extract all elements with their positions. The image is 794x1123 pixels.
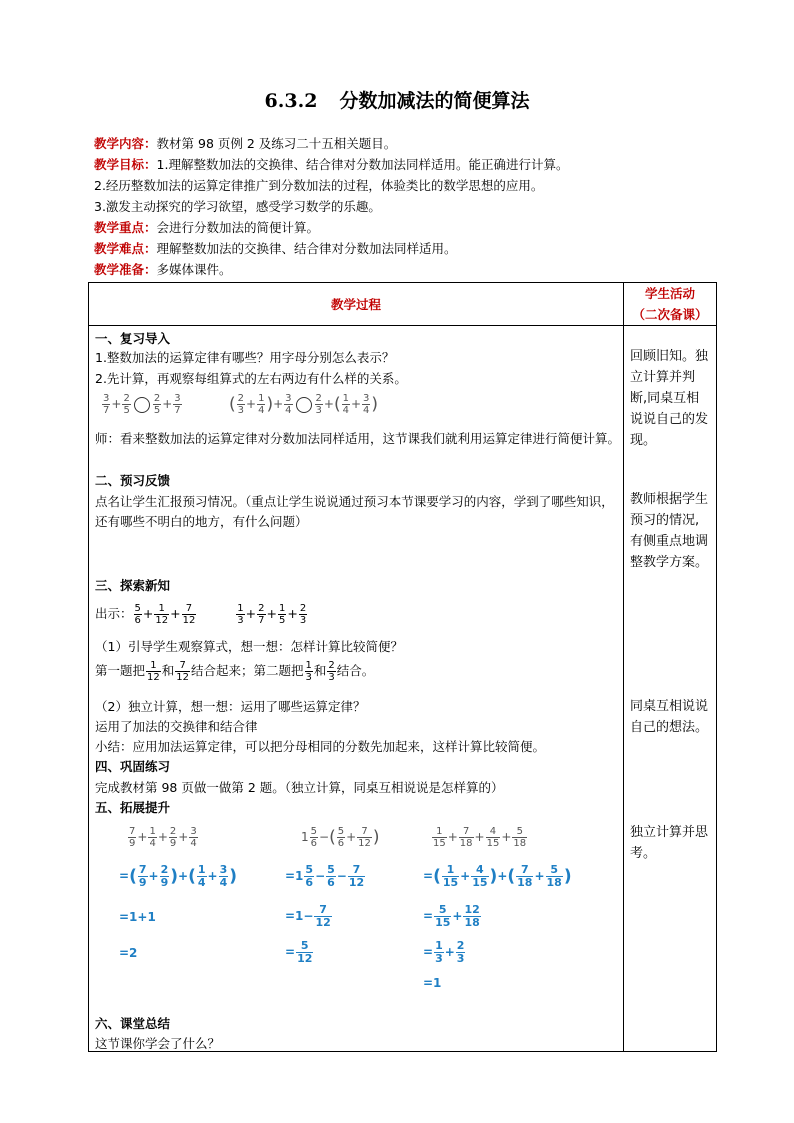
s3-p1: （1）引导学生观察算式，想一想：怎样计算比较简便？ bbox=[95, 639, 403, 654]
ext-3-step-4: =1 bbox=[423, 976, 442, 990]
ext-3-step-3: = $\frac{1}{3}$ + $\frac{2}{3}$ bbox=[423, 939, 465, 965]
section-3-title: 三、探索新知 bbox=[95, 578, 171, 593]
lesson-title: 分数加减法的简便算法 bbox=[339, 90, 530, 112]
prep-label: 教学准备： bbox=[94, 262, 157, 277]
s1-teacher-remark: 师：看来整数加法的运算定律对分数加法同样适用，这节课我们就利用运算定律进行简便计算。 bbox=[95, 431, 621, 446]
review-expression-1: $\frac{3}{7}$ + $\frac{2}{5}$ $\frac{2}{5}$ + $\frac{3}{7}$ bbox=[103, 393, 181, 416]
section-2-title: 二、预习反馈 bbox=[95, 473, 171, 488]
page-title bbox=[0, 86, 794, 113]
ext-1-step-1: =( $\frac{7}{9}$ + $\frac{2}{9}$ )+( $\frac{1}{4}$ + $\frac{3}{4}$ ) bbox=[119, 863, 237, 889]
ext-1-step-2: =1+1 bbox=[119, 910, 156, 924]
lesson-number: 6.3.2 bbox=[264, 90, 318, 112]
show-label: 出示： bbox=[95, 606, 133, 621]
ext-3-step-1: =( $\frac{1}{15}$ + $\frac{4}{15}$ )+( $\frac{7}{18}$ + $\frac{5}{18}$ ) bbox=[423, 863, 572, 889]
review-expression-2: ( $\frac{2}{3}$ + $\frac{1}{4}$ )+ $\frac{3}{4}$ $\frac{2}{3}$ +( $\frac{1}{4}$ + $\frac{3}{4}$ ) bbox=[229, 393, 379, 416]
difficulty-text: 理解整数加法的交换律、结合律对分数加法同样适用。 bbox=[156, 241, 457, 256]
ext-1-step-3: =2 bbox=[119, 946, 138, 960]
summary-text: 应用加法运算定律，可以把分母相同的分数先加起来，这样计算比较简便。 bbox=[132, 739, 546, 754]
lesson-meta bbox=[94, 133, 734, 280]
compare-circle bbox=[134, 397, 150, 413]
prep-text: 多媒体课件。 bbox=[156, 262, 232, 277]
content-text: 教材第 98 页例 2 及练习二十五相关题目。 bbox=[156, 136, 397, 151]
summary-label: 小结： bbox=[95, 739, 133, 754]
key-text: 会进行分数加法的简便计算。 bbox=[156, 220, 320, 235]
s6-text: 这节课你学会了什么？ bbox=[95, 1036, 221, 1051]
compare-circle bbox=[296, 397, 312, 413]
p2-d: 和 bbox=[313, 663, 327, 678]
ext-problem-3: $\frac{1}{15}$ + $\frac{7}{18}$ + $\frac{4}{15}$ + $\frac{5}{18}$ bbox=[433, 826, 527, 849]
header-student-activity bbox=[624, 283, 717, 326]
s3-summary bbox=[95, 737, 620, 757]
s3-p4: 运用了加法的交换律和结合律 bbox=[95, 719, 258, 734]
header-right-line2: （二次备课） bbox=[632, 307, 708, 322]
header-teaching-process: 教学过程 bbox=[89, 283, 624, 326]
s4-text: 完成教材第 98 页做一做第 2 题。（独立计算，同桌互相说说是怎样算的） bbox=[95, 780, 504, 795]
goal-label: 教学目标： bbox=[94, 157, 157, 172]
s3-p2: 第一题把 $\frac{1}{12}$ 和 $\frac{7}{12}$ 结合起来；第二题把 $\frac{1}{3}$ 和 $\frac{2}{3}$ 结合。 bbox=[95, 660, 375, 683]
key-label: 教学重点： bbox=[94, 220, 157, 235]
goal-3: 3.激发主动探究的学习欲望，感受学习数学的乐趣。 bbox=[94, 199, 381, 214]
goal-2: 2.经历整数加法的运算定律推广到分数加法的过程，体验类比的数学思想的应用。 bbox=[94, 178, 544, 193]
ext-2-step-1: =1 $\frac{5}{6}$ − $\frac{5}{6}$ − $\frac{7}{12}$ bbox=[285, 863, 365, 889]
ext-3-step-2: = $\frac{5}{15}$ + $\frac{12}{18}$ bbox=[423, 903, 480, 929]
s1-q2: 2.先计算，再观察每组算式的左右两边有什么样的关系。 bbox=[95, 371, 407, 386]
section-6-title: 六、课堂总结 bbox=[95, 1016, 171, 1031]
side-note-3: 同桌互相说说自己的想法。 bbox=[630, 699, 709, 735]
p2-a: 第一题把 bbox=[95, 663, 146, 678]
student-activity-column bbox=[624, 326, 717, 1052]
side-note-5: 独立计算并思考。 bbox=[630, 825, 709, 861]
content-label: 教学内容： bbox=[94, 136, 157, 151]
ext-2-step-3: = $\frac{5}{12}$ bbox=[285, 939, 313, 965]
section-4-title: 四、巩固练习 bbox=[95, 759, 171, 774]
goal-1: 1.理解整数加法的交换律、结合律对分数加法同样适用。能正确进行计算。 bbox=[156, 157, 569, 172]
section-5-title: 五、拓展提升 bbox=[95, 800, 171, 815]
header-right-line1: 学生活动 bbox=[644, 286, 695, 301]
s2-text: 点名让学生汇报预习情况。（重点让学生说说通过预习本节课要学习的内容，学到了哪些知识，还有哪些不明白的地方，有什么问题） bbox=[95, 494, 614, 529]
process-content bbox=[89, 326, 624, 1052]
p2-e: 结合。 bbox=[336, 663, 375, 678]
s3-p3: （2）独立计算，想一想：运用了哪些运算定律？ bbox=[95, 699, 366, 714]
ext-problem-2: 1 $\frac{5}{6}$ −( $\frac{5}{6}$ + $\frac{7}{12}$ ) bbox=[301, 826, 380, 849]
s3-show-line: 出示： $\frac{5}{6}$ + $\frac{1}{12}$ + $\frac{7}{12}$ $\frac{1}{3}$ + $\frac{2}{7}$ + $\frac{1}{5}$ + $\frac{2}{3}$ bbox=[95, 603, 307, 626]
p2-b: 和 bbox=[161, 663, 175, 678]
side-note-1: 回顾旧知。独立计算并判断,同桌互相说说自己的发现。 bbox=[630, 349, 709, 448]
ext-problem-1: $\frac{7}{9}$ + $\frac{1}{4}$ + $\frac{2}{9}$ + $\frac{3}{4}$ bbox=[129, 826, 197, 849]
difficulty-label: 教学难点： bbox=[94, 241, 157, 256]
ext-2-step-2: =1− $\frac{7}{12}$ bbox=[285, 903, 331, 929]
p2-c: 结合起来；第二题把 bbox=[191, 663, 304, 678]
side-note-2: 教师根据学生预习的情况,有侧重点地调整教学方案。 bbox=[630, 492, 709, 570]
section-1-title: 一、复习导入 bbox=[95, 331, 171, 346]
lesson-table bbox=[88, 282, 717, 1052]
s1-q1: 1.整数加法的运算定律有哪些？用字母分别怎么表示？ bbox=[95, 350, 395, 365]
